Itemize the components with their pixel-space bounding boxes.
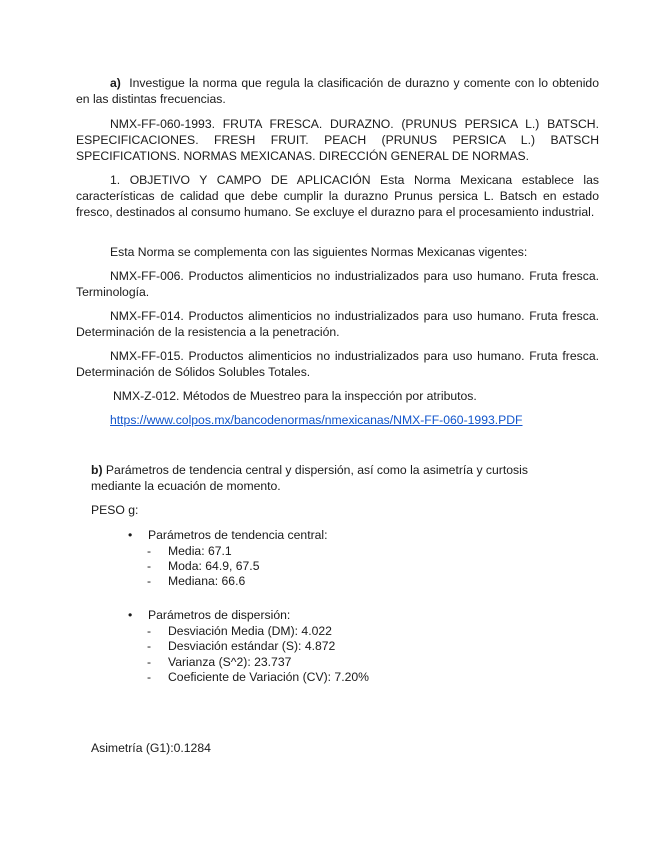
dash-icon: - — [147, 655, 152, 669]
central-item — [147, 558, 259, 574]
central-heading-text: Parámetros de tendencia central: — [148, 528, 328, 542]
norm-item: NMX-Z-012. Métodos de Muestreo para la inspección por atributos. — [113, 389, 477, 403]
variable-label: PESO g: — [91, 503, 139, 517]
dispersion-item — [147, 638, 335, 654]
dispersion-item-text: Desviación estándar (S): 4.872 — [168, 639, 336, 653]
central-item-text: Moda: 64.9, 67.5 — [168, 559, 260, 573]
norm-item: NMX-FF-006. Productos alimenticios no industrializados para uso humano. Fruta fresca. Terminología. — [76, 269, 599, 299]
norm-item: NMX-FF-014. Productos alimenticios no industrializados para uso humano. Fruta fresca. Determinación de la resistencia a la penetración. — [76, 309, 599, 339]
bullet-icon: • — [128, 528, 133, 542]
central-item-text: Media: 67.1 — [168, 544, 232, 558]
dispersion-item-text: Desviación Media (DM): 4.022 — [168, 624, 332, 638]
norm-link-line — [110, 412, 523, 428]
norm-pdf-link[interactable]: https://www.colpos.mx/bancodenormas/nmexicanas/NMX-FF-060-1993.PDF — [110, 413, 523, 427]
dash-icon: - — [147, 559, 152, 573]
section-a-label: a) — [110, 76, 121, 90]
dispersion-item — [147, 654, 291, 670]
bullet-icon: • — [128, 608, 133, 622]
norm-item: NMX-FF-015. Productos alimenticios no industrializados para uso humano. Fruta fresca. Determinación de Sólidos Solubles Totales. — [76, 349, 599, 379]
norm-title: NMX-FF-060-1993. FRUTA FRESCA. DURAZNO. (PRUNUS PERSICA L.) BATSCH. ESPECIFICACIONES. FRESH FRUIT. PEACH (PRUNUS PERSICA L.) BATSCH SPECIFICATIONS. NORMAS MEXICANAS. DIRECCIÓN GENERAL DE NORMAS. — [76, 117, 599, 163]
dash-icon: - — [147, 574, 152, 588]
dispersion-item-text: Varianza (S^2): 23.737 — [168, 655, 292, 669]
central-heading — [128, 527, 328, 543]
complement-paragraph: Esta Norma se complementa con las siguientes Normas Mexicanas vigentes: — [110, 245, 528, 259]
dash-icon: - — [147, 544, 152, 558]
section-b-label: b) — [91, 463, 103, 477]
objective-paragraph: 1. OBJETIVO Y CAMPO DE APLICACIÓN Esta Norma Mexicana establece las características de calidad que debe cumplir la durazno Prunus persica L. Batsch en estado fresco, destinados al consumo humano. Se excluye el durazno para el procesamiento industrial. — [76, 173, 599, 219]
skewness-value: Asimetría (G1):0.1284 — [91, 741, 211, 755]
section-a-question-text: Investigue la norma que regula la clasificación de durazno y comente con lo obtenido en las distintas frecuencias. — [76, 76, 599, 106]
section-b-question-text: Parámetros de tendencia central y dispersión, así como la asimetría y curtosis mediante la ecuación de momento. — [91, 463, 528, 493]
dash-icon: - — [147, 639, 152, 653]
dispersion-item — [147, 669, 369, 685]
central-item — [147, 573, 245, 589]
dispersion-heading — [128, 607, 290, 623]
dispersion-heading-text: Parámetros de dispersión: — [148, 608, 291, 622]
section-b-question — [91, 462, 571, 494]
section-a-question — [76, 75, 599, 107]
dispersion-item-text: Coeficiente de Variación (CV): 7.20% — [168, 670, 369, 684]
dispersion-item — [147, 623, 332, 639]
central-item-text: Mediana: 66.6 — [168, 574, 246, 588]
dash-icon: - — [147, 624, 152, 638]
dash-icon: - — [147, 670, 152, 684]
central-item — [147, 543, 232, 559]
